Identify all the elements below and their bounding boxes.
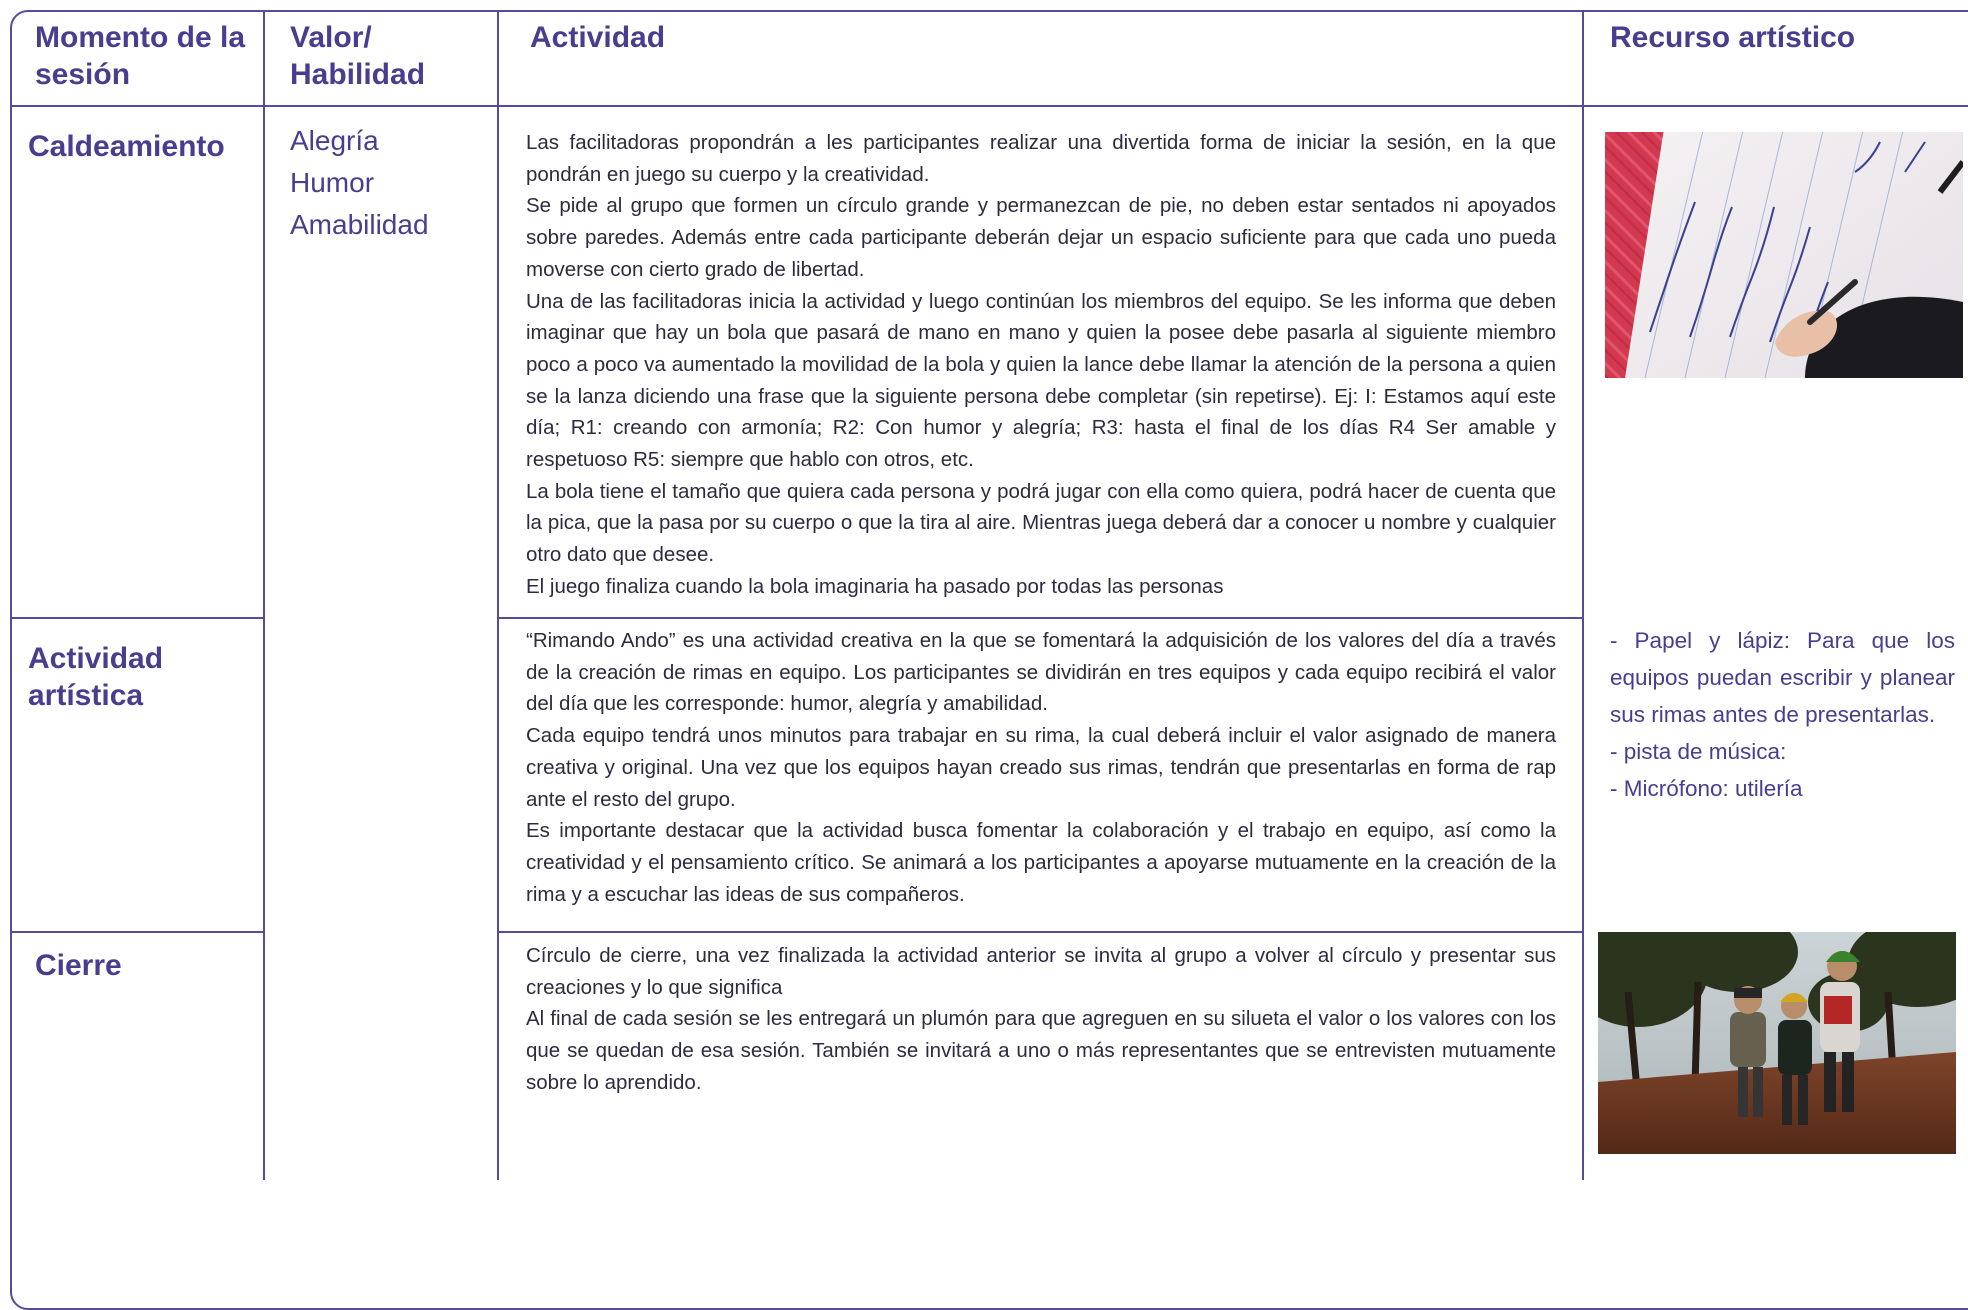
activity-paragraph: Se pide al grupo que formen un círculo grande y permanezcan de pie, no deben estar sentados ni apoyados sobre paredes. Además entre cada participante deberán dejar un espacio suficiente para que cada uno pueda moverse con cierto grado de libertad. (526, 194, 1556, 281)
photo-children-forest (1598, 932, 1956, 1154)
header-activity: Actividad (530, 21, 666, 54)
moment-caldeamiento: Caldeamiento (28, 130, 225, 163)
column-divider-3 (1582, 10, 1584, 1180)
resource-item: - Papel y lápiz: Para que los equipos puedan escribir y planear sus rimas antes de presentarlas. (1610, 628, 1955, 727)
activity-paragraph: Es importante destacar que la actividad busca fomentar la colaboración y el trabajo en equipo, así como la creatividad y el pensamiento crítico. Se animará a los participantes a apoyarse mutuamente en la creación de la rima y a escuchar las ideas de sus compañeros. (526, 819, 1556, 906)
header-resource: Recurso artístico (1610, 21, 1856, 54)
activity-paragraph: Al final de cada sesión se les entregará un plumón para que agreguen en su silueta el valor o los valores con los que se quedan de esa sesión. También se invitará a uno o más representantes que se entrevisten mutuamente sobre lo aprendido. (526, 1007, 1556, 1094)
header-value: Valor/ Habilidad (290, 21, 426, 91)
resource-item: - pista de música: (1610, 739, 1787, 764)
photo-writing-rhymes (1605, 132, 1963, 378)
activity-text-actividad-artistica (526, 625, 1556, 910)
column-divider-2 (497, 10, 499, 1180)
row-divider-1 (10, 617, 264, 619)
values-list (290, 120, 429, 246)
row-divider-2 (10, 931, 264, 933)
header-divider (10, 105, 1968, 107)
value-item: Amabilidad (290, 209, 429, 240)
activity-paragraph: Círculo de cierre, una vez finalizada la actividad anterior se invita al grupo a volver al círculo y presentar sus creaciones y lo que significa (526, 944, 1556, 999)
activity-paragraph: Cada equipo tendrá unos minutos para trabajar en su rima, la cual deberá incluir el valor asignado de manera creativa y original. Una vez que los equipos hayan creado sus rimas, tendrán que presentarlas en forma de rap ante el resto del grupo. (526, 724, 1556, 811)
activity-paragraph: El juego finaliza cuando la bola imaginaria ha pasado por todas las personas (526, 574, 1224, 598)
column-divider-1 (263, 10, 265, 1180)
resource-text-actividad-artistica (1610, 622, 1955, 807)
row-divider-2b (497, 931, 1583, 933)
activity-paragraph: La bola tiene el tamaño que quiera cada persona y podrá jugar con ella como quiera, podrá hacer de cuenta que la pica, que la pasa por su cuerpo o que la tira al aire. Mientras juega deberá dar a conocer u nombre y cualquier otro dato que desee. (526, 479, 1556, 567)
activity-text-caldeamiento (526, 127, 1556, 603)
header-moment: Momento de la sesión (35, 21, 246, 91)
moment-actividad-artistica: Actividad artística (28, 642, 164, 712)
activity-paragraph: Una de las facilitadoras inicia la actividad y luego continúan los miembros del equipo. Se les informa que deben imaginar que hay un bola que pasará de mano en mano y quien la posee debe pasarla al siguiente miembro poco a poco va aumentado la movilidad de la bola y quien la lance debe llamar la atención de la persona a quien se la lanza diciendo una frase que la siguiente persona debe completar (sin repetirse). Ej: I: Estamos aquí este día; R1: creando con armonía; R2: Con humor y alegría; R3: hasta el final de los días R4 Ser amable y respetuoso R5: siempre que hablo con otros, etc. (526, 289, 1556, 472)
activity-paragraph: “Rimando Ando” es una actividad creativa en la que se fomentará la adquisición de los valores del día a través de la creación de rimas en equipo. Los participantes se dividirán en tres equipos y cada equipo recibirá el valor del día que les corresponde: humor, alegría y amabilidad. (526, 629, 1556, 716)
activity-text-cierre (526, 940, 1556, 1099)
activity-paragraph: Las facilitadoras propondrán a les participantes realizar una divertida forma de iniciar la sesión, en la que pondrán en juego su cuerpo y la creatividad. (526, 131, 1556, 186)
resource-item: - Micrófono: utilería (1610, 776, 1803, 801)
row-divider-1b (497, 617, 1583, 619)
value-item: Humor (290, 167, 375, 198)
value-item: Alegría (290, 125, 379, 156)
moment-cierre: Cierre (35, 949, 122, 982)
